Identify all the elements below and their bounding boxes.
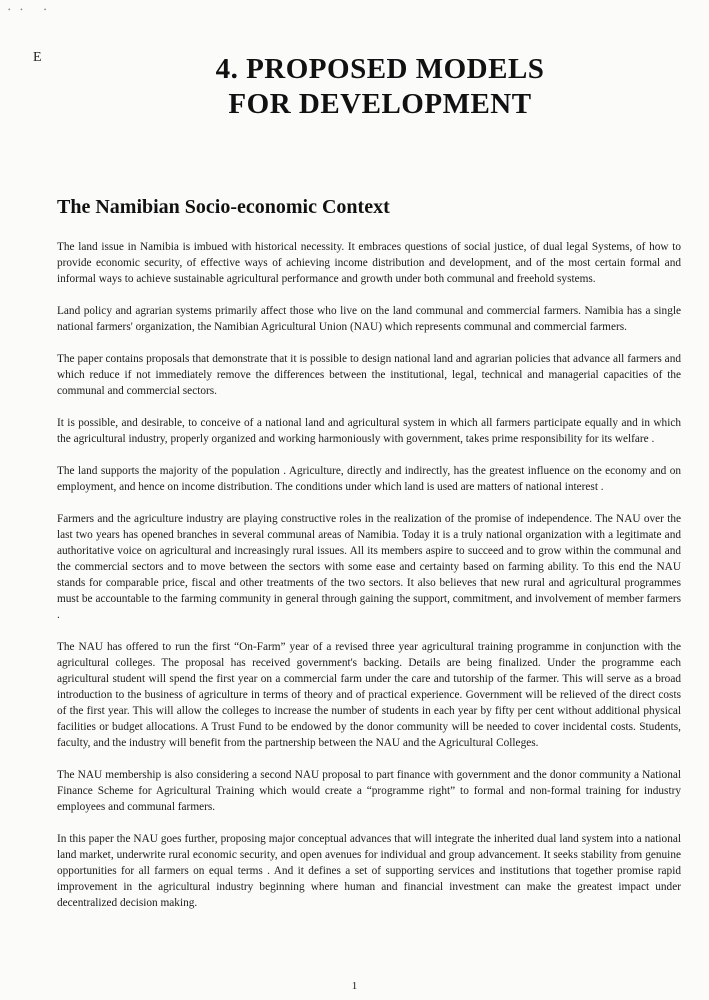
page-number: 1 bbox=[351, 980, 358, 992]
paragraph: The NAU has offered to run the first “On-Farm” year of a revised three year agricultural training programme in conjunction with the agricultural colleges. The proposal has received government's backing. Details are being finalized. Under the programme each agricultural student will spend the first year on a commercial farm under the care and tutorship of the farmer. This will serve as a broad introduction to the business of agriculture in terms of theory and of practical experience. Government will be relieved of the direct costs of the first year. This will allow the colleges to increase the number of students in each year by fifty per cent without additional physical facilities or budget allocations. A Trust Fund to be endowed by the donor community will be needed to cover incidental costs. Students, faculty, and the industry will benefit from the partnership between the NAU and the Agricultural Colleges. bbox=[57, 641, 681, 749]
paragraph: The NAU membership is also considering a second NAU proposal to part finance with government and the donor community a National Finance Scheme for Agricultural Training which would create a “programme right” to formal and non-formal training for industry employees and communal farmers. bbox=[57, 769, 681, 813]
paragraph: The land issue in Namibia is imbued with historical necessity. It embraces questions of social justice, of dual legal Systems, of how to provide economic security, of effective ways of achieving income distribution and development, and of the most certain formal and informal ways to achieve sustainable agricultural performance and growth under both communal and freehold systems. bbox=[57, 241, 681, 285]
chapter-title-line-2: FOR DEVELOPMENT bbox=[228, 88, 532, 120]
paragraph: It is possible, and desirable, to conceive of a national land and agricultural system in which all farmers participate equally and in which the agricultural industry, properly organized and working harmoniously with government, takes prime responsibility for its welfare . bbox=[57, 417, 681, 445]
paragraph: The land supports the majority of the population . Agriculture, directly and indirectly, has the greatest influence on the economy and on employment, and hence on income distribution. The conditions under which land is used are matters of national interest . bbox=[57, 465, 681, 493]
chapter-title bbox=[150, 52, 610, 122]
scan-artifact: • • • bbox=[8, 6, 51, 14]
paragraph: Land policy and agrarian systems primarily affect those who live on the land communal and commercial farmers. Namibia has a single national farmers' organization, the Namibian Agricultural Union (NAU) which represents communal and commercial farmers. bbox=[57, 305, 681, 333]
body-text bbox=[57, 239, 681, 927]
paragraph: In this paper the NAU goes further, proposing major conceptual advances that will integrate the inherited dual land system into a national land market, underwrite rural economic security, and open avenues for individual and group advancement. It seeks stability from genuine opportunities for all farmers on equal terms . And it defines a set of supporting services and institutions that together promise rapid improvement in the agricultural industry beginning where human and financial investment can make the greatest impact under decentralized decision making. bbox=[57, 833, 681, 909]
paragraph: The paper contains proposals that demonstrate that it is possible to design national land and agrarian policies that advance all farmers and which reduce if not immediately remove the differences between the institutional, legal, technical and managerial capacities of the communal and commercial sectors. bbox=[57, 353, 681, 397]
section-heading: The Namibian Socio-economic Context bbox=[57, 196, 390, 218]
margin-letter: E bbox=[33, 50, 42, 65]
chapter-title-line-1: 4. PROPOSED MODELS bbox=[215, 53, 545, 85]
paragraph: Farmers and the agriculture industry are playing constructive roles in the realization of the promise of independence. The NAU over the last two years has opened branches in several communal areas of Namibia. Today it is a truly national organization with a legitimate and authoritative voice on agricultural and increasingly rural issues. All its members aspire to succeed and to grow within the communal and the commercial sectors and to move between the sectors with some ease and certainty based on farming ability. To this end the NAU stands for comparable price, fiscal and other treatments of the two sectors. It also believes that new rural and agricultural programmes must be accountable to the farming community in general through gaining the support, commitment, and involvement of member farmers . bbox=[57, 513, 681, 621]
